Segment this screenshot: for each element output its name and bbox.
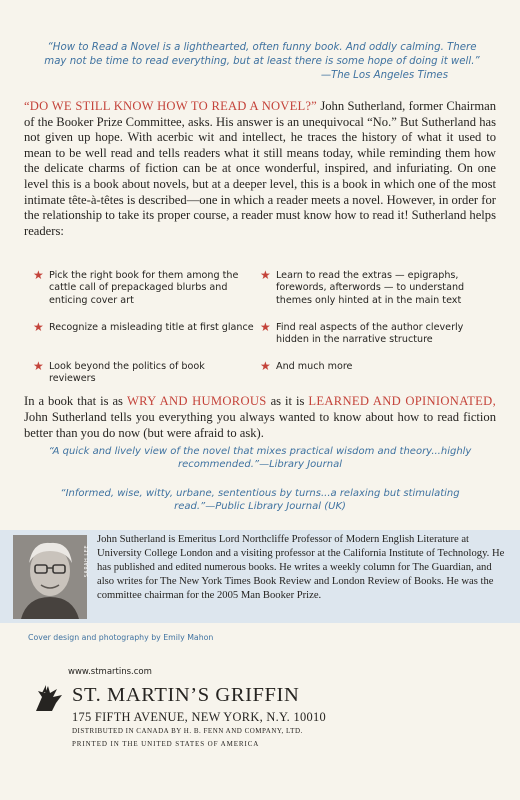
bullet-text: Find real aspects of the author cleverly hidden in the narrative structure (276, 322, 464, 346)
bullet-item (33, 359, 254, 386)
publisher-url: www.stmartins.com (68, 667, 152, 677)
highlight-learned: LEARNED AND OPINIONATED, (308, 394, 497, 408)
top-review-attribution: —The Los Angeles Times (320, 70, 448, 81)
highlight-wry: WRY AND HUMOROUS (126, 394, 267, 408)
review-text: “A quick and lively view of the novel that mixes practical wisdom and theory...highly recommended.” (48, 446, 472, 471)
review-source: —Public Library Journal (UK) (205, 501, 346, 513)
bullet-item (260, 268, 486, 307)
review-source: —Library Journal (259, 459, 342, 471)
star-icon: ★ (33, 268, 44, 282)
photo-credit: SARAH LEE (84, 545, 90, 578)
griffin-logo (32, 683, 72, 713)
closing-text: John Sutherland tells you everything you always wanted to know about how to read fiction better than you do now (but were afraid to ask). (24, 410, 496, 440)
bullet-item (260, 359, 486, 373)
star-icon: ★ (260, 268, 271, 282)
bullet-item (260, 320, 486, 347)
intro-paragraph (24, 99, 496, 239)
star-icon: ★ (33, 359, 44, 373)
bullet-item (33, 320, 254, 334)
author-photo (13, 535, 87, 619)
publisher-name: ST. MARTIN’S GRIFFIN (72, 684, 300, 706)
distribution-line: DISTRIBUTED IN CANADA BY H. B. FENN AND COMPANY, LTD. (72, 727, 303, 735)
top-review (36, 41, 488, 83)
cover-credit: Cover design and photography by Emily Mahon (28, 633, 214, 642)
bullet-text: Learn to read the extras — epigraphs, forewords, afterwords — to understand themes only hinted at in the main text (276, 270, 465, 306)
review-text: “Informed, wise, witty, urbane, sententious by turns...a relaxing but stimulating read.” (60, 488, 460, 513)
closing-text: In a book that is as (24, 394, 127, 408)
review-quote (40, 445, 480, 472)
publisher-address: 175 FIFTH AVENUE, NEW YORK, N.Y. 10010 (72, 710, 326, 724)
closing-paragraph (24, 393, 496, 441)
bullet-text: Recognize a misleading title at first glance (49, 322, 254, 333)
star-icon: ★ (33, 320, 44, 334)
intro-text: John Sutherland, former Chairman of the Booker Prize Committee, asks. His answer is an unequivocal “No.” But Sutherland has not given up hope. With acerbic wit and intellect, he traces the history of what it used to mean to be well read and tells readers what it still means today, while reminding them how the delicate charms of fiction can be at once wonderful, inspired, and infuriating. On one level this is a book about novels, but at a deeper level, this is a book in which one of the most intimate tête-à-têtes is described—one in which a reader meets a novel. However, in order for the relationship to take its proper course, a reader must know how to read it! Sutherland helps readers: (24, 99, 497, 238)
review-quote (40, 487, 480, 514)
bullet-text: And much more (276, 361, 353, 372)
printed-line: PRINTED IN THE UNITED STATES OF AMERICA (72, 740, 260, 748)
top-review-quote: “How to Read a Novel is a lighthearted, often funny book. And oddly calming. There may not be time to read everything, but at least there is some hope of doing it well.” (44, 42, 480, 67)
bullet-item (33, 268, 254, 307)
author-bio: John Sutherland is Emeritus Lord Northcliffe Professor of Modern English Literature at University College London and a visiting professor at the California Institute of Technology. He has published and edited numerous books. He writes a weekly column for The Guardian, and also writes for The New York Times Book Review and London Review of Books. He was the committee chairman for the 2005 Man Booker Prize. (97, 534, 505, 601)
intro-lead: “DO WE STILL KNOW HOW TO READ A NOVEL?” (24, 99, 317, 113)
bullet-text: Pick the right book for them among the cattle call of prepackaged blurbs and enticing cover art (49, 270, 239, 306)
bullet-text: Look beyond the politics of book reviewers (49, 361, 205, 385)
star-icon: ★ (260, 359, 271, 373)
closing-text: as it is (266, 394, 309, 408)
star-icon: ★ (260, 320, 271, 334)
